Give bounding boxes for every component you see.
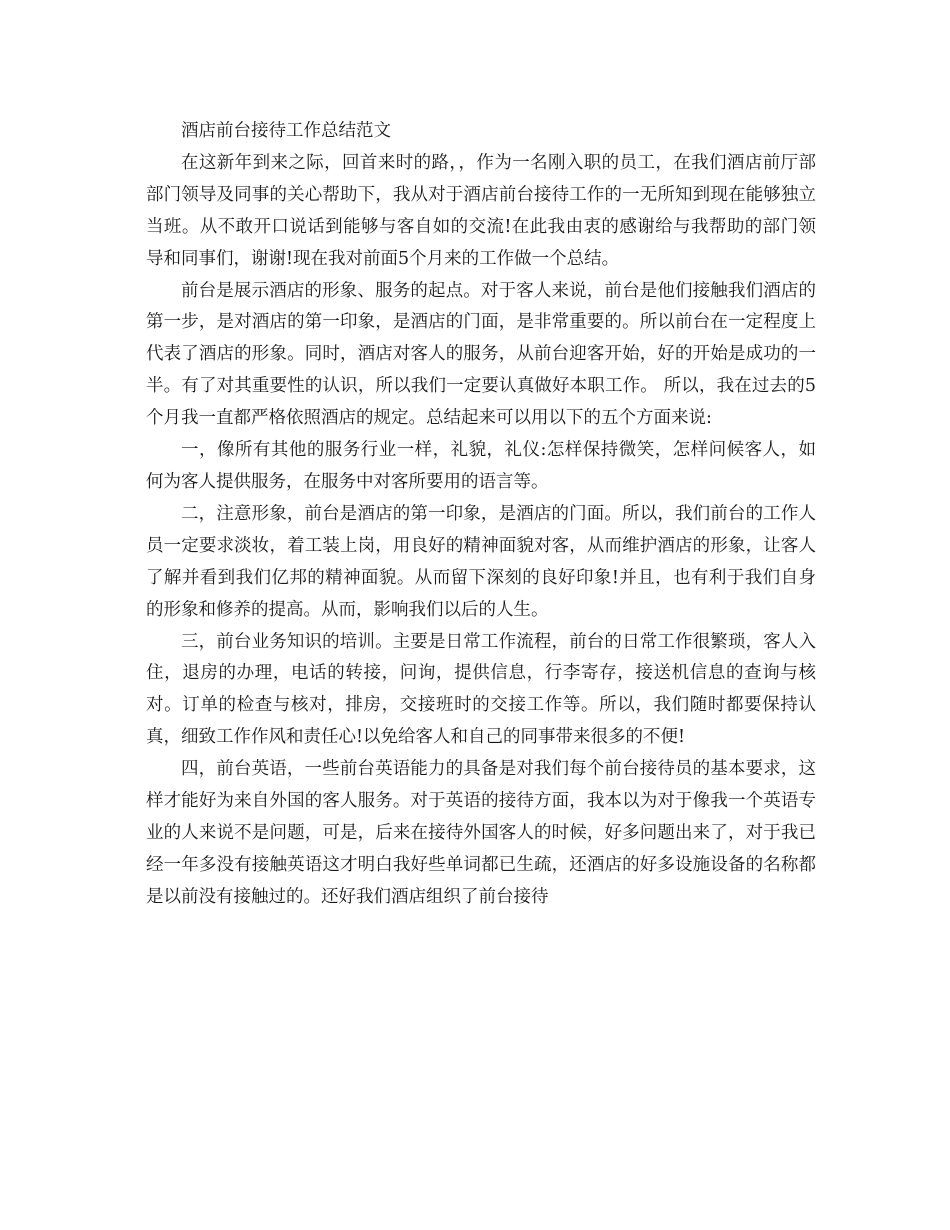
paragraph-point-one: 一，像所有其他的服务行业一样，礼貌，礼仪:怎样保持微笑，怎样问候客人，如何为客人提供服务，在服务中对客所要用的语言等。 xyxy=(146,440,816,492)
document-title: 酒店前台接待工作总结范文 xyxy=(181,121,391,141)
paragraph-point-four: 四，前台英语，一些前台英语能力的具备是对我们每个前台接待员的基本要求，这样才能好为来自外国的客人服务。对于英语的接待方面，我本以为对于像我一个英语专业的人来说不是问题，可是，后来在接待外国客人的时候，好多问题出来了，对于我已经一年多没有接触英语这才明白我好些单词都已生疏，还酒店的好多设施设备的名称都是以前没有接触过的。还好我们酒店组织了前台接待 xyxy=(146,759,816,907)
paragraph-point-two: 二，注意形象，前台是酒店的第一印象，是酒店的门面。所以，我们前台的工作人员一定要求淡妆，着工装上岗，用良好的精神面貌对客，从而维护酒店的形象，让客人了解并看到我们亿邦的精神面貌。从而留下深刻的良好印象!并且，也有利于我们自身的形象和修养的提高。从而，影响我们以后的人生。 xyxy=(146,503,816,620)
document-body xyxy=(146,116,816,914)
paragraph-intro: 在这新年到来之际，回首来时的路，，作为一名刚入职的员工，在我们酒店前厅部部门领导及同事的关心帮助下，我从对于酒店前台接待工作的一无所知到现在能够独立当班。从不敢开口说话到能够与客自如的交流!在此我由衷的感谢给与我帮助的部门领导和同事们，谢谢!现在我对前面5个月来的工作做一个总结。 xyxy=(146,152,816,269)
paragraph-front-desk-role: 前台是展示酒店的形象、服务的起点。对于客人来说，前台是他们接触我们酒店的第一步，是对酒店的第一印象，是酒店的门面，是非常重要的。所以前台在一定程度上代表了酒店的形象。同时，酒店对客人的服务，从前台迎客开始，好的开始是成功的一半。有了对其重要性的认识，所以我们一定要认真做好本职工作。 所以，我在过去的5个月我一直都严格依照酒店的规定。总结起来可以用以下的五个方面来说: xyxy=(146,280,816,429)
paragraph-point-three: 三，前台业务知识的培训。主要是日常工作流程，前台的日常工作很繁琐，客人入住，退房的办理，电话的转接，问询，提供信息，行李寄存，接送机信息的查询与核对。订单的检查与核对，排房，交接班时的交接工作等。所以，我们随时都要保持认真，细致工作作风和责任心!以免给客人和自己的同事带来很多的不便! xyxy=(146,631,816,748)
